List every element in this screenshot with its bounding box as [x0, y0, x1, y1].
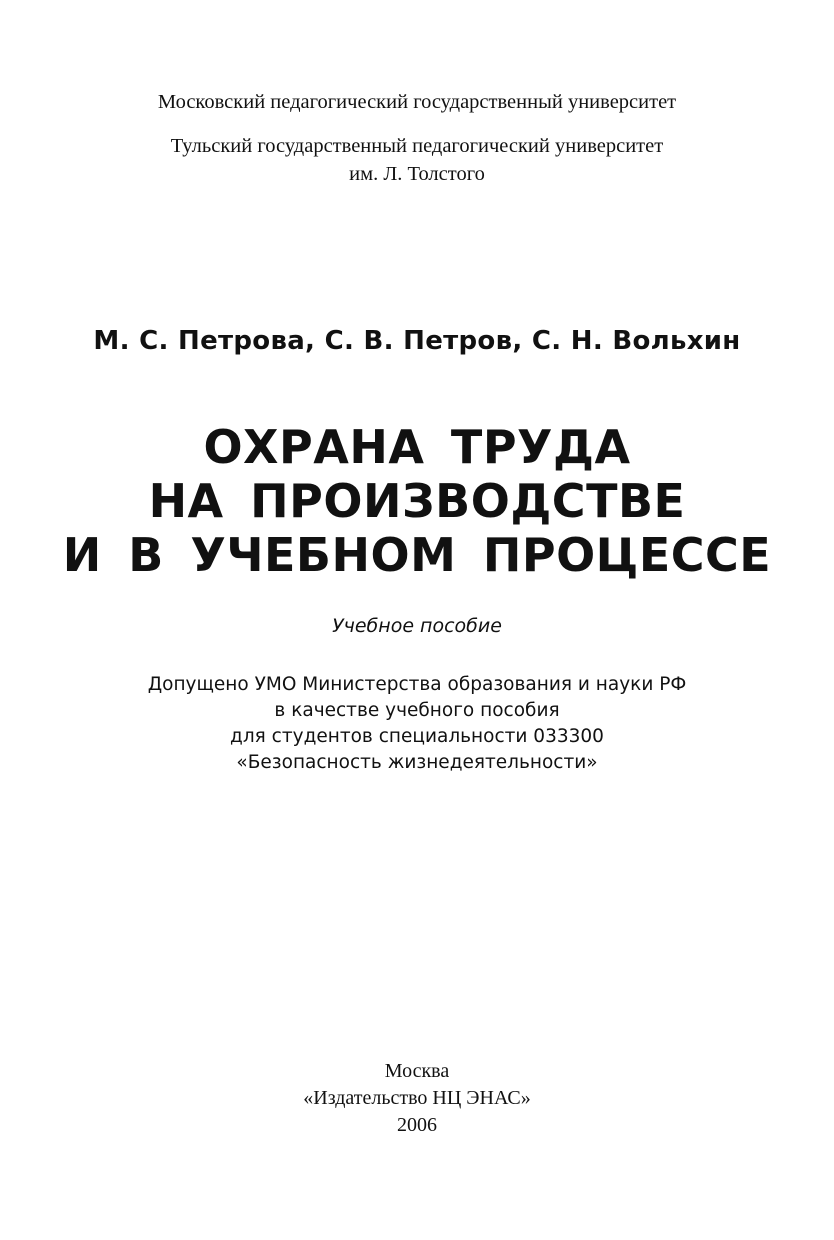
- imprint-city: Москва: [384, 1060, 450, 1082]
- book-authors: М. С. Петрова, С. В. Петров, С. Н. Вольхин: [93, 326, 741, 356]
- approval-statement: [0, 672, 834, 776]
- book-subtitle: Учебное пособие: [332, 615, 502, 637]
- book-title-line-2: НА ПРОИЗВОДСТВЕ: [148, 474, 686, 528]
- approval-line-4: «Безопасность жизнедеятельности»: [236, 752, 598, 773]
- university-name-moscow: Московский педагогический государственный университет: [157, 91, 677, 113]
- imprint: [0, 1058, 834, 1139]
- book-title: [0, 420, 834, 582]
- approval-line-3: для студентов специальности 033300: [230, 726, 604, 747]
- approval-line-1: Допущено УМО Министерства образования и науки РФ: [147, 674, 687, 695]
- approval-line-2: в качестве учебного пособия: [274, 700, 560, 721]
- university-tula-line-2: им. Л. Толстого: [349, 163, 485, 185]
- imprint-year: 2006: [397, 1114, 437, 1136]
- book-title-line-1: ОХРАНА ТРУДА: [203, 420, 631, 474]
- book-title-line-3: И В УЧЕБНОМ ПРОЦЕССЕ: [62, 528, 772, 582]
- university-name-tula: [0, 132, 834, 188]
- university-tula-line-1: Тульский государственный педагогический университет: [170, 135, 664, 157]
- imprint-publisher: «Издательство НЦ ЭНАС»: [303, 1087, 531, 1109]
